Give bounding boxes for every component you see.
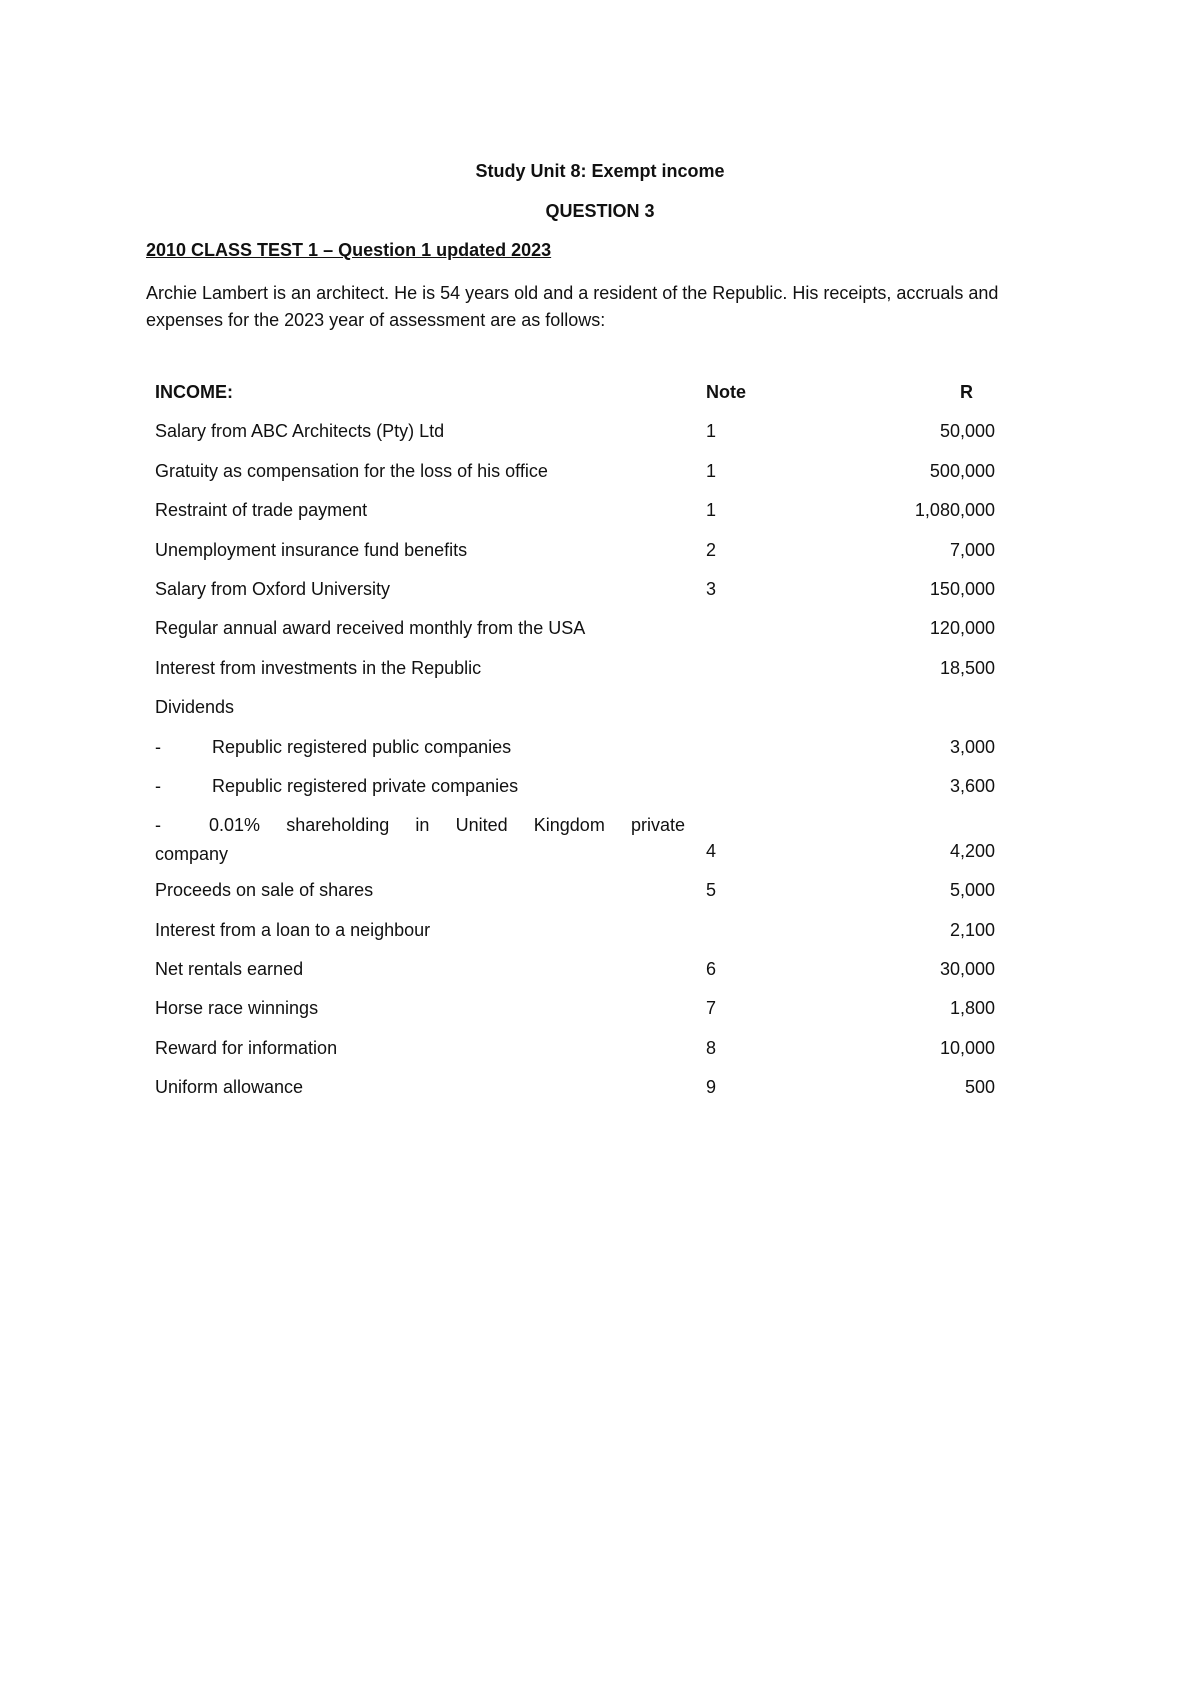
income-table — [155, 382, 995, 1117]
row-description: Interest from a loan to a neighbour — [155, 919, 431, 940]
row-amount: 30,000 — [939, 959, 995, 980]
row-amount: 120,000 — [929, 618, 995, 639]
table-row — [155, 579, 995, 618]
row-amount: 3,600 — [949, 775, 995, 796]
table-row — [155, 1038, 995, 1077]
row-amount: 500,000 — [929, 460, 995, 481]
row-note: 4 — [706, 841, 717, 862]
row-note: 1 — [706, 460, 717, 481]
row-note: 6 — [706, 959, 717, 980]
row-amount: 2,100 — [949, 919, 995, 940]
row-note: 3 — [706, 578, 717, 599]
table-row — [155, 1077, 995, 1116]
row-amount: 10,000 — [939, 1037, 995, 1058]
row-description: Reward for information — [155, 1037, 338, 1058]
sub-item-text: 0.01% shareholding in United Kingdom private — [209, 815, 685, 836]
row-description: Horse race winnings — [155, 998, 319, 1019]
header-amount: R — [960, 382, 973, 402]
document-title: Study Unit 8: Exempt income — [475, 161, 725, 181]
test-heading: 2010 CLASS TEST 1 – Question 1 updated 2023 — [146, 240, 552, 260]
table-row — [155, 540, 995, 579]
row-description: Regular annual award received monthly from the USA — [155, 618, 586, 639]
table-row — [155, 880, 995, 919]
row-amount: 18,500 — [939, 657, 995, 678]
row-amount: 150,000 — [929, 578, 995, 599]
row-amount: 1,080,000 — [914, 500, 995, 521]
row-amount: 4,200 — [949, 841, 995, 862]
row-amount: 1,800 — [949, 998, 995, 1019]
table-row — [155, 737, 995, 776]
row-description: Proceeds on sale of shares — [155, 880, 374, 901]
question-heading: QUESTION 3 — [545, 201, 655, 221]
table-header-row — [155, 382, 995, 421]
row-note: 8 — [706, 1037, 717, 1058]
row-note: 5 — [706, 880, 717, 901]
row-amount: 5,000 — [949, 880, 995, 901]
table-row — [155, 697, 995, 736]
row-description — [155, 737, 685, 758]
dash-bullet: - — [155, 815, 161, 836]
row-description: Interest from investments in the Republic — [155, 657, 482, 678]
dash-bullet: - — [155, 775, 161, 796]
row-description — [155, 776, 685, 797]
sub-item-text: Republic registered public companies — [212, 736, 512, 757]
table-row — [155, 815, 995, 880]
table-row — [155, 618, 995, 657]
intro-paragraph: Archie Lambert is an architect. He is 54 years old and a resident of the Republic. His receipts, accruals and expenses for the 2023 year of assessment are as follows: — [146, 283, 999, 330]
table-row — [155, 500, 995, 539]
row-note: 1 — [706, 421, 717, 442]
row-description: Dividends — [155, 697, 235, 718]
row-description: Gratuity as compensation for the loss of his office — [155, 460, 548, 481]
sub-item-text: Republic registered private companies — [212, 775, 519, 796]
row-description: Unemployment insurance fund benefits — [155, 539, 468, 560]
row-description — [155, 815, 685, 865]
row-note: 7 — [706, 998, 717, 1019]
row-description: Restraint of trade payment — [155, 500, 368, 521]
table-row — [155, 998, 995, 1037]
table-row — [155, 658, 995, 697]
row-note: 9 — [706, 1077, 717, 1098]
table-row — [155, 461, 995, 500]
sub-item-text-continued: company — [155, 844, 229, 865]
row-description-line — [155, 815, 685, 836]
row-amount: 3,000 — [949, 736, 995, 757]
row-amount: 50,000 — [939, 421, 995, 442]
row-note: 2 — [706, 539, 717, 560]
header-income: INCOME: — [155, 382, 233, 402]
table-row — [155, 421, 995, 460]
row-description: Net rentals earned — [155, 959, 304, 980]
table-row — [155, 776, 995, 815]
row-note: 1 — [706, 500, 717, 521]
table-row — [155, 920, 995, 959]
row-description: Salary from Oxford University — [155, 578, 391, 599]
row-amount: 500 — [964, 1077, 995, 1098]
row-description: Salary from ABC Architects (Pty) Ltd — [155, 421, 445, 442]
header-note: Note — [706, 382, 746, 402]
row-description: Uniform allowance — [155, 1077, 304, 1098]
row-amount: 7,000 — [949, 539, 995, 560]
dash-bullet: - — [155, 736, 161, 757]
table-row — [155, 959, 995, 998]
